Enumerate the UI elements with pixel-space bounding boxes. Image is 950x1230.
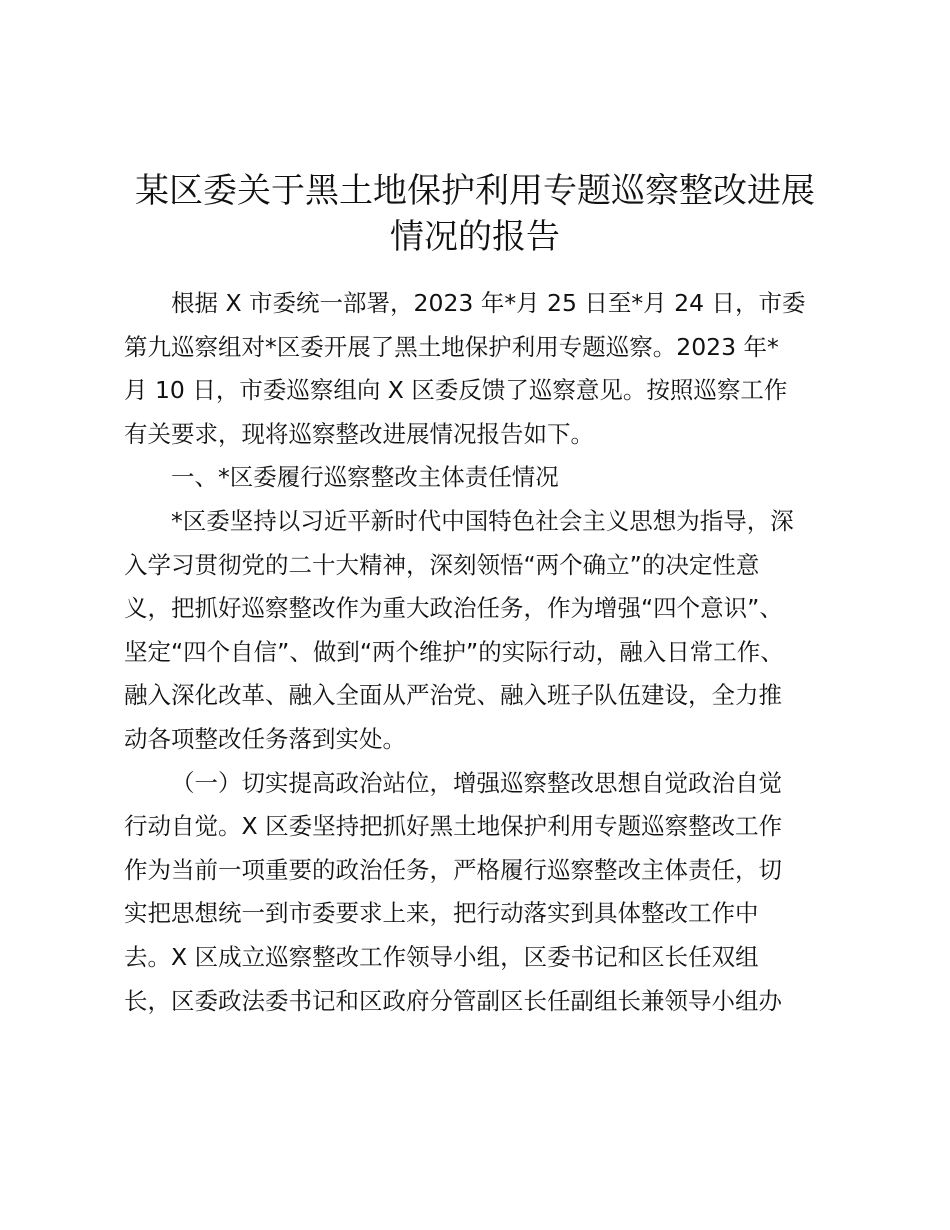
text-line: 融入深化改革、融入全面从严治党、融入班子队伍建设，全力推 (124, 681, 782, 710)
text-line: 坚定“四个自信”、做到“两个维护”的实际行动，融入日常工作、 (124, 637, 784, 666)
text-line: 实把思想统一到市委要求上来，把行动落实到具体整改工作中 (124, 899, 759, 928)
text-line: 根据 X 市委统一部署，2023 年*月 25 日至*月 24 日，市委 (171, 289, 806, 317)
title-line-1: 某区委关于黑土地保护利用专题巡察整改进展 (135, 171, 815, 211)
section-heading (124, 456, 834, 500)
subsection-paragraph (124, 762, 834, 1024)
text-line: 长，区委政法委书记和区政府分管副区长任副组长兼领导小组办 (124, 986, 782, 1015)
text-line: 月 10 日，市委巡察组向 X 区委反馈了巡察意见。按照巡察工作 (124, 376, 788, 405)
text-line: （一）切实提高政治站位，增强巡察整改思想自觉政治自觉 (171, 768, 782, 797)
title-line-2: 情况的报告 (390, 217, 560, 257)
text-line: 行动自觉。X 区委坚持把抓好黑土地保护利用专题巡察整改工作 (124, 812, 783, 841)
text-line: 入学习贯彻党的二十大精神，深刻领悟“两个确立”的决定性意 (124, 550, 760, 579)
text-line: 动各项整改任务落到实处。 (124, 724, 406, 753)
text-line: *区委坚持以习近平新时代中国特色社会主义思想为指导，深 (171, 506, 794, 535)
text-line: 去。X 区成立巡察整改工作领导小组，区委书记和区长任双组 (124, 942, 759, 971)
intro-paragraph (124, 282, 834, 456)
text-line: 义，把抓好巡察整改作为重大政治任务，作为增强“四个意识”、 (124, 594, 783, 623)
text-line: 第九巡察组对*区委开展了黑土地保护利用专题巡察。2023 年* (124, 332, 779, 361)
document-body (124, 282, 834, 1023)
section-heading-text: 一、*区委履行巡察整改主体责任情况 (171, 463, 559, 492)
body-paragraph (124, 500, 834, 762)
document-title (120, 168, 830, 260)
text-line: 作为当前一项重要的政治任务，严格履行巡察整改主体责任，切 (124, 855, 782, 884)
text-line: 有关要求，现将巡察整改进展情况报告如下。 (124, 419, 594, 448)
